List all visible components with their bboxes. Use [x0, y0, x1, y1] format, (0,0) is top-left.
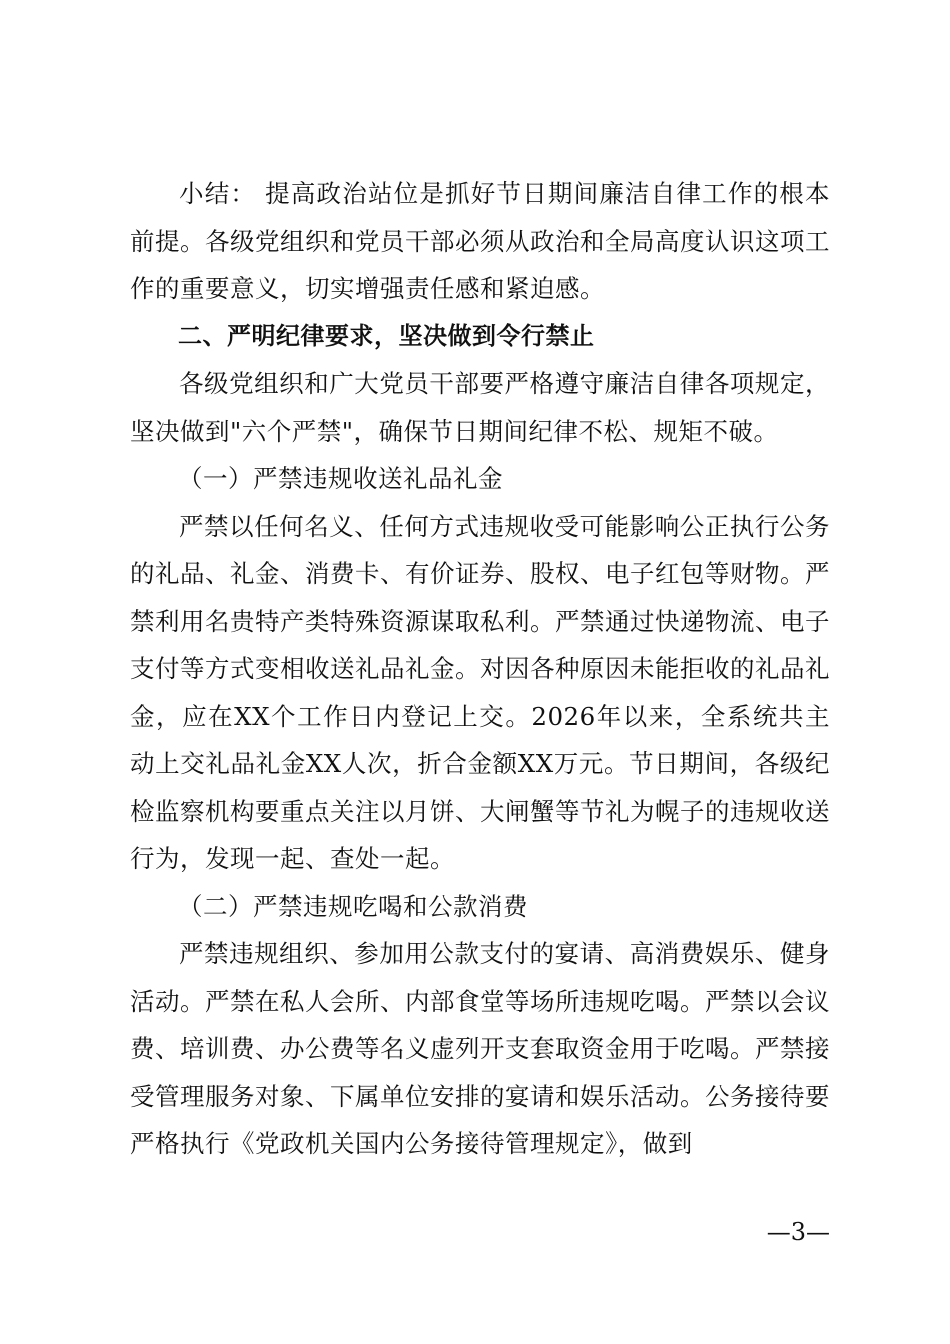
subsection-two-heading: （二）严禁违规吃喝和公款消费 — [178, 891, 528, 921]
section-two-heading: 二、严明纪律要求，坚决做到令行禁止 — [178, 321, 595, 350]
subsection-one-body: 严禁以任何名义、任何方式违规收受可能影响公正执行公务的礼品、礼金、消费卡、有价证券、股权、电子红包等财物。严禁利用名贵特产类特殊资源谋取私利。严禁通过快递物流、电子支付等方式变相收送礼品礼金。对因各种原因未能拒收的礼品礼金，应在XX个工作日内登记上交。2026年以来，全系统共主动上交礼品礼金XX人次，折合金额XX万元。节日期间，各级纪检监察机构要重点关注以月饼、大闸蟹等节礼为幌子的违规收送行为，发现一起、查处一起。 — [130, 511, 830, 873]
page-number: —3— — [766, 1218, 830, 1246]
summary-paragraph: 小结： 提高政治站位是抓好节日期间廉洁自律工作的根本前提。各级党组织和党员干部必须从政治和全局高度认识这项工作的重要意义，切实增强责任感和紧迫感。 — [130, 179, 830, 303]
subsection-one-heading: （一）严禁违规收送礼品礼金 — [178, 464, 503, 493]
section-two-intro: 各级党组织和广大党员干部要严格遵守廉洁自律各项规定，坚决做到"六个严禁"，确保节日期间纪律不松、规矩不破。 — [130, 369, 830, 446]
document-body — [130, 170, 830, 1168]
subsection-two-body: 严禁违规组织、参加用公款支付的宴请、高消费娱乐、健身活动。严禁在私人会所、内部食堂等场所违规吃喝。严禁以会议费、培训费、办公费等名义虚列开支套取资金用于吃喝。严禁接受管理服务对象、下属单位安排的宴请和娱乐活动。公务接待要严格执行《党政机关国内公务接待管理规定》，做到 — [130, 939, 830, 1158]
